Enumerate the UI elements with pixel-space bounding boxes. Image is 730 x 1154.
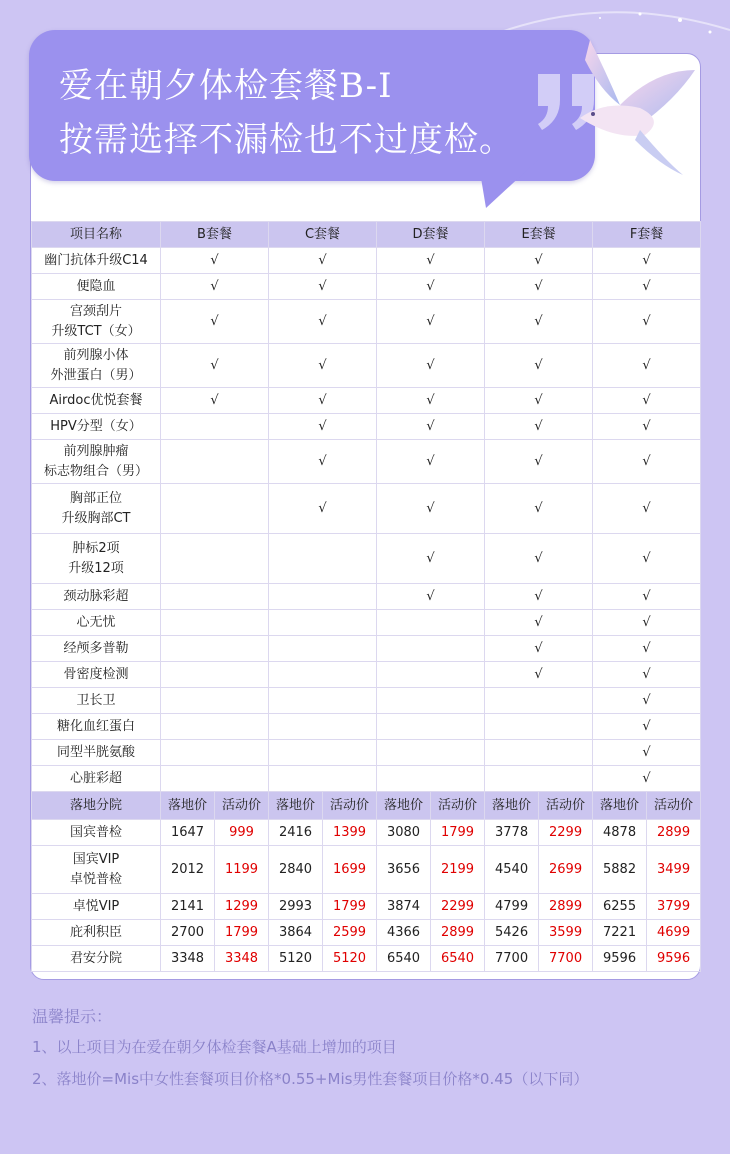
price-row [32,820,701,846]
activity-price: 2599 [323,920,377,946]
check-cell-e [485,766,593,792]
activity-price: 3348 [215,946,269,972]
activity-price: 3499 [647,846,701,894]
check-cell-c: √ [269,414,377,440]
table-row [32,388,701,414]
landing-price: 3656 [377,846,431,894]
header-activity-price: 活动价 [539,792,593,820]
activity-price: 4699 [647,920,701,946]
item-name: 糖化血红蛋白 [32,714,161,740]
check-cell-d: √ [377,534,485,584]
activity-price: 3799 [647,894,701,920]
activity-price: 3599 [539,920,593,946]
header-package-f: F套餐 [593,222,701,248]
check-cell-d: √ [377,344,485,388]
item-name: 心无忧 [32,610,161,636]
landing-price: 4540 [485,846,539,894]
check-cell-c [269,766,377,792]
landing-price: 7700 [485,946,539,972]
landing-price: 5882 [593,846,647,894]
item-name: 宫颈刮片 升级TCT（女） [32,300,161,344]
landing-price: 3778 [485,820,539,846]
landing-price: 3874 [377,894,431,920]
check-cell-d: √ [377,248,485,274]
check-cell-d: √ [377,414,485,440]
item-name: 颈动脉彩超 [32,584,161,610]
check-cell-b: √ [161,344,269,388]
header-landing-price: 落地价 [161,792,215,820]
item-name: HPV分型（女） [32,414,161,440]
check-cell-e: √ [485,662,593,688]
price-row [32,846,701,894]
check-cell-b [161,688,269,714]
check-cell-f: √ [593,440,701,484]
check-cell-b [161,740,269,766]
header-item-name: 项目名称 [32,222,161,248]
header-package-d: D套餐 [377,222,485,248]
branch-name: 君安分院 [32,946,161,972]
landing-price: 2141 [161,894,215,920]
activity-price: 1399 [323,820,377,846]
price-header-row [32,792,701,820]
branch-name: 国宾VIP 卓悦普检 [32,846,161,894]
title-banner [29,30,595,181]
check-cell-f: √ [593,636,701,662]
check-cell-e: √ [485,274,593,300]
check-cell-e: √ [485,636,593,662]
price-row [32,946,701,972]
check-cell-f: √ [593,534,701,584]
header-branch: 落地分院 [32,792,161,820]
item-name: 幽门抗体升级C14 [32,248,161,274]
activity-price: 2299 [539,820,593,846]
check-cell-e: √ [485,248,593,274]
table-row [32,714,701,740]
check-cell-b [161,662,269,688]
landing-price: 5426 [485,920,539,946]
check-cell-f: √ [593,662,701,688]
activity-price: 1199 [215,846,269,894]
check-cell-f: √ [593,584,701,610]
check-cell-b: √ [161,300,269,344]
check-cell-b [161,766,269,792]
header-activity-price: 活动价 [323,792,377,820]
table-row [32,440,701,484]
check-cell-c: √ [269,484,377,534]
landing-price: 2840 [269,846,323,894]
landing-price: 5120 [269,946,323,972]
tips-line-1: 1、以上项目为在爱在朝夕体检套餐A基础上增加的项目 [32,1038,397,1056]
check-cell-d [377,610,485,636]
check-cell-f: √ [593,388,701,414]
item-name: 便隐血 [32,274,161,300]
item-name: 经颅多普勒 [32,636,161,662]
table-row [32,274,701,300]
check-cell-c: √ [269,344,377,388]
check-cell-d [377,766,485,792]
item-name: 胸部正位 升级胸部CT [32,484,161,534]
check-cell-e [485,688,593,714]
check-cell-c: √ [269,440,377,484]
item-name: 骨密度检测 [32,662,161,688]
check-cell-f: √ [593,300,701,344]
check-cell-e [485,714,593,740]
check-cell-b: √ [161,388,269,414]
activity-price: 9596 [647,946,701,972]
item-name: 同型半胱氨酸 [32,740,161,766]
check-cell-e: √ [485,388,593,414]
header-package-e: E套餐 [485,222,593,248]
branch-name: 庇利积臣 [32,920,161,946]
landing-price: 9596 [593,946,647,972]
activity-price: 2699 [539,846,593,894]
check-cell-c: √ [269,248,377,274]
check-cell-f: √ [593,688,701,714]
price-row [32,920,701,946]
activity-price: 2199 [431,846,485,894]
check-cell-c [269,662,377,688]
check-cell-f: √ [593,248,701,274]
activity-price: 2299 [431,894,485,920]
table-row [32,636,701,662]
landing-price: 2993 [269,894,323,920]
check-cell-b [161,440,269,484]
check-cell-f: √ [593,274,701,300]
speech-tail [478,160,538,210]
check-cell-e: √ [485,484,593,534]
table-row [32,766,701,792]
check-cell-f: √ [593,610,701,636]
activity-price: 2899 [539,894,593,920]
branch-name: 国宾普检 [32,820,161,846]
check-cell-f: √ [593,344,701,388]
item-name: 前列腺小体 外泄蛋白（男） [32,344,161,388]
activity-price: 1299 [215,894,269,920]
check-cell-d [377,740,485,766]
check-cell-b [161,484,269,534]
check-cell-b: √ [161,248,269,274]
table-row [32,248,701,274]
header-landing-price: 落地价 [269,792,323,820]
check-cell-b [161,714,269,740]
item-name: Airdoc优悦套餐 [32,388,161,414]
check-cell-f: √ [593,714,701,740]
header-package-c: C套餐 [269,222,377,248]
check-cell-d: √ [377,388,485,414]
table-row [32,610,701,636]
banner-title: 爱在朝夕体检套餐B-I [59,66,393,106]
landing-price: 1647 [161,820,215,846]
check-cell-d: √ [377,440,485,484]
check-cell-c [269,714,377,740]
landing-price: 3864 [269,920,323,946]
landing-price: 3348 [161,946,215,972]
landing-price: 3080 [377,820,431,846]
header-activity-price: 活动价 [215,792,269,820]
landing-price: 4799 [485,894,539,920]
check-cell-c: √ [269,300,377,344]
activity-price: 2899 [431,920,485,946]
check-cell-d [377,714,485,740]
check-cell-b [161,414,269,440]
banner-subtitle: 按需选择不漏检也不过度检。 [59,120,514,160]
landing-price: 2012 [161,846,215,894]
activity-price: 1799 [431,820,485,846]
landing-price: 2416 [269,820,323,846]
check-cell-c [269,688,377,714]
branch-name: 卓悦VIP [32,894,161,920]
table-row [32,584,701,610]
activity-price: 6540 [431,946,485,972]
check-cell-e: √ [485,534,593,584]
activity-price: 2899 [647,820,701,846]
landing-price: 4366 [377,920,431,946]
check-cell-f: √ [593,766,701,792]
check-cell-e: √ [485,440,593,484]
check-cell-f: √ [593,740,701,766]
check-cell-c: √ [269,388,377,414]
check-cell-e: √ [485,414,593,440]
item-name: 心脏彩超 [32,766,161,792]
check-cell-d: √ [377,484,485,534]
check-cell-c [269,584,377,610]
header-landing-price: 落地价 [593,792,647,820]
tips-line-2: 2、落地价=Mis中女性套餐项目价格*0.55+Mis男性套餐项目价格*0.45（以下同） [32,1070,589,1088]
check-cell-d [377,636,485,662]
check-cell-e: √ [485,344,593,388]
check-cell-b: √ [161,274,269,300]
table-row [32,300,701,344]
check-cell-e [485,740,593,766]
landing-price: 6255 [593,894,647,920]
table-row [32,414,701,440]
activity-price: 1799 [323,894,377,920]
landing-price: 6540 [377,946,431,972]
table-row [32,534,701,584]
activity-price: 5120 [323,946,377,972]
table-row [32,662,701,688]
activity-price: 1799 [215,920,269,946]
table-row [32,344,701,388]
bird-icon [565,30,700,180]
package-table [31,221,701,972]
check-cell-d [377,662,485,688]
check-cell-b [161,636,269,662]
table-row [32,688,701,714]
check-cell-b [161,610,269,636]
header-landing-price: 落地价 [485,792,539,820]
header-activity-price: 活动价 [431,792,485,820]
landing-price: 7221 [593,920,647,946]
check-cell-d: √ [377,584,485,610]
table-row [32,484,701,534]
check-cell-c [269,610,377,636]
check-cell-c [269,534,377,584]
check-cell-c [269,740,377,766]
check-cell-e: √ [485,300,593,344]
check-cell-f: √ [593,484,701,534]
check-cell-c: √ [269,274,377,300]
activity-price: 999 [215,820,269,846]
check-cell-d: √ [377,274,485,300]
check-cell-e: √ [485,610,593,636]
header-landing-price: 落地价 [377,792,431,820]
check-cell-d [377,688,485,714]
price-row [32,894,701,920]
check-cell-b [161,584,269,610]
table-header-row [32,222,701,248]
item-name: 前列腺肿瘤 标志物组合（男） [32,440,161,484]
check-cell-c [269,636,377,662]
check-cell-d: √ [377,300,485,344]
check-cell-f: √ [593,414,701,440]
landing-price: 2700 [161,920,215,946]
header-activity-price: 活动价 [647,792,701,820]
landing-price: 4878 [593,820,647,846]
table-row [32,740,701,766]
tips-title: 温馨提示： [32,1007,113,1026]
item-name: 卫长卫 [32,688,161,714]
activity-price: 1699 [323,846,377,894]
check-cell-e: √ [485,584,593,610]
check-cell-b [161,534,269,584]
item-name: 肿标2项 升级12项 [32,534,161,584]
activity-price: 7700 [539,946,593,972]
header-package-b: B套餐 [161,222,269,248]
